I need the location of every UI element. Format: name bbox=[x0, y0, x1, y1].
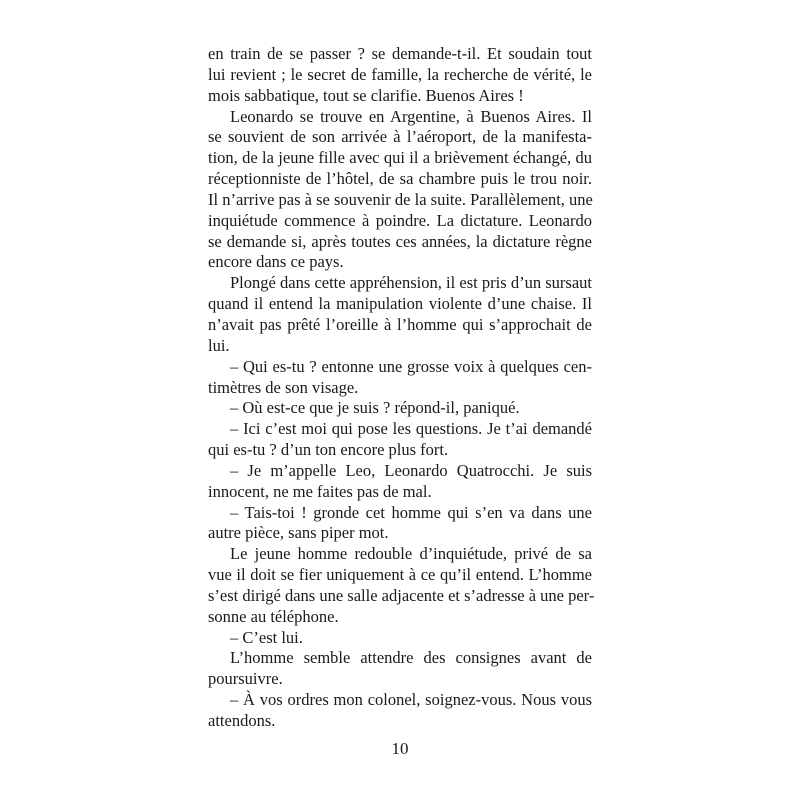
text-line: – Je m’appelle Leo, Leonardo Quatrocchi. Je suis bbox=[230, 460, 592, 480]
text-line: poursuivre. bbox=[208, 669, 283, 689]
text-line: – Ici c’est moi qui pose les questions. Je t’ai demandé bbox=[230, 419, 592, 439]
text-line: sonne au téléphone. bbox=[208, 606, 339, 626]
text-line: Plongé dans cette appréhension, il est pris d’un sursaut bbox=[230, 273, 592, 293]
text-line: en train de se passer ? se demande-t-il. Et soudain tout bbox=[208, 44, 592, 63]
text-line: Leonardo se trouve en Argentine, à Buenos Aires. Il bbox=[230, 106, 592, 126]
text-line: se demande si, après toutes ces années, la dictature règne bbox=[208, 231, 592, 251]
text-line: – C’est lui. bbox=[230, 627, 303, 647]
text-line: lui. bbox=[208, 335, 230, 355]
text-line: – Tais-toi ! gronde cet homme qui s’en va dans une bbox=[230, 502, 592, 522]
text-line: encore dans ce pays. bbox=[208, 252, 344, 272]
text-line: timètres de son visage. bbox=[208, 377, 359, 397]
text-line: réceptionniste de l’hôtel, de sa chambre puis le trou noir. bbox=[208, 169, 592, 189]
text-line: L’homme semble attendre des consignes avant de bbox=[230, 648, 592, 668]
text-line: tion, de la jeune fille avec qui il a brièvement échangé, du bbox=[208, 148, 592, 168]
text-line: quand il entend la manipulation violente d’une chaise. Il bbox=[208, 294, 592, 314]
text-line: innocent, ne me faites pas de mal. bbox=[208, 481, 432, 501]
body-text bbox=[208, 44, 595, 732]
text-line: mois sabbatique, tout se clarifie. Buenos Aires ! bbox=[208, 85, 524, 105]
text-line: vue il doit se fier uniquement à ce qu’il entend. L’homme bbox=[208, 565, 592, 585]
text-line: n’avait pas prêté l’oreille à l’homme qui s’approchait de bbox=[208, 314, 592, 334]
text-line: lui revient ; le secret de famille, la recherche de vérité, le bbox=[208, 64, 592, 84]
text-line: Il n’arrive pas à se souvenir de la suite. Parallèlement, une bbox=[208, 189, 593, 209]
text-line: qui es-tu ? d’un ton encore plus fort. bbox=[208, 440, 449, 460]
text-line: Le jeune homme redouble d’inquiétude, privé de sa bbox=[230, 544, 592, 564]
text-line: inquiétude commence à poindre. La dictature. Leonardo bbox=[208, 210, 592, 230]
text-line: – À vos ordres mon colonel, soignez-vous. Nous vous bbox=[230, 690, 592, 710]
text-line: – Où est-ce que je suis ? répond-il, paniqué. bbox=[230, 398, 520, 418]
page-number: 10 bbox=[391, 739, 409, 758]
text-line: autre pièce, sans piper mot. bbox=[208, 523, 389, 543]
text-line: attendons. bbox=[208, 711, 276, 730]
text-line: s’est dirigé dans une salle adjacente et s’adresse à une per- bbox=[208, 585, 595, 605]
text-line: se souvient de son arrivée à l’aéroport, de la manifesta- bbox=[208, 127, 592, 147]
text-line: – Qui es-tu ? entonne une grosse voix à quelques cen- bbox=[230, 356, 592, 376]
